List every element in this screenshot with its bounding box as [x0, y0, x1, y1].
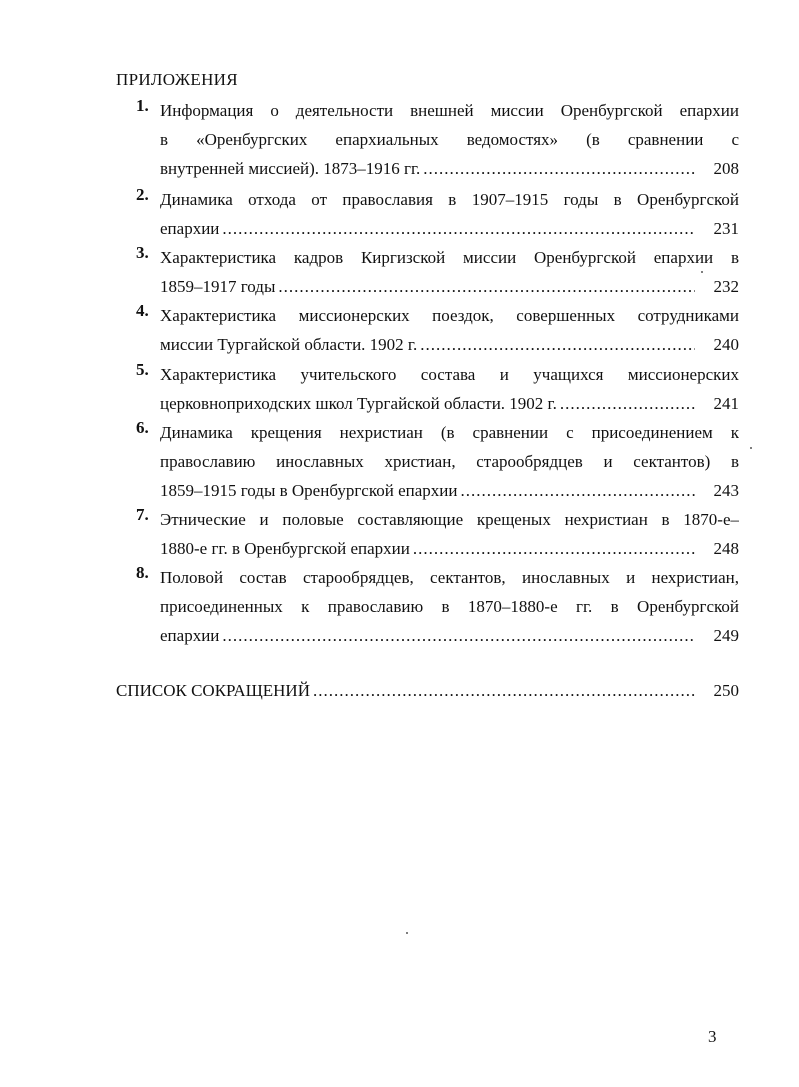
entry-page: 248: [713, 539, 739, 558]
entry-title-line: Этнические и половые составляющие крещеных нехристиан в 1870-е–: [160, 510, 739, 529]
entry-number: 2.: [136, 185, 149, 204]
entry-title-line: Характеристика кадров Киргизской миссии Оренбургской епархии в: [160, 248, 739, 267]
page-number: 3: [708, 1027, 717, 1046]
entry-title: [160, 96, 739, 183]
leader-dots: [413, 534, 695, 563]
abbreviations-label: СПИСОК СОКРАЩЕНИЙ: [116, 681, 310, 700]
entry-title-line: епархии: [160, 626, 220, 645]
entry-number: 6.: [136, 418, 149, 437]
scan-speck: [750, 447, 752, 449]
entry-title: [160, 505, 739, 563]
entry-page: 249: [713, 626, 739, 645]
scan-speck: [701, 271, 703, 273]
entry-number: 8.: [136, 563, 149, 582]
entry-page: 232: [713, 277, 739, 296]
leader-dots: [420, 330, 695, 359]
entry-title-line: Динамика отхода от православия в 1907–1915 годы в Оренбургской: [160, 190, 739, 209]
leader-dots: [278, 272, 695, 301]
entry-page: 241: [713, 394, 739, 413]
entry-title-line: 1880-е гг. в Оренбургской епархии: [160, 539, 410, 558]
entry-page: 240: [713, 335, 739, 354]
scan-speck: [406, 932, 408, 934]
entry-title-line: присоединенных к православию в 1870–1880-е гг. в Оренбургской: [160, 597, 739, 616]
entry-title-line: 1859–1915 годы в Оренбургской епархии: [160, 481, 458, 500]
entry-number: 5.: [136, 360, 149, 379]
entry-title-line: внутренней миссией). 1873–1916 гг.: [160, 159, 421, 178]
entry-title-line: Динамика крещения нехристиан (в сравнении с присоединением к: [160, 423, 739, 442]
leader-dots: [460, 476, 695, 505]
leader-dots: [222, 621, 695, 650]
entry-title-line: миссии Тургайской области. 1902 г.: [160, 335, 418, 354]
leader-dots: [423, 154, 695, 183]
entry-title-line: Половой состав старообрядцев, сектантов, инославных и нехристиан,: [160, 568, 739, 587]
entry-title-line: Характеристика учительского состава и учащихся миссионерских: [160, 365, 739, 384]
entry-number: 4.: [136, 301, 149, 320]
entry-title: [160, 563, 739, 650]
entry-number: 7.: [136, 505, 149, 524]
entry-title-line: в «Оренбургских епархиальных ведомостях» (в сравнении с: [160, 130, 739, 149]
entry-title: [160, 243, 739, 301]
entry-title-line: Информация о деятельности внешней миссии Оренбургской епархии: [160, 101, 739, 120]
entry-title: [160, 301, 739, 359]
entry-title: [160, 185, 739, 243]
entry-title-line: Характеристика миссионерских поездок, совершенных сотрудниками: [160, 306, 739, 325]
leader-dots: [560, 389, 695, 418]
entry-number: 3.: [136, 243, 149, 262]
entry-title-line: 1859–1917 годы: [160, 277, 276, 296]
entry-page: 243: [713, 481, 739, 500]
entry-title: [160, 360, 739, 418]
entry-title-line: епархии: [160, 219, 220, 238]
entry-title: [160, 418, 739, 505]
entry-page: 208: [713, 159, 739, 178]
entry-title-line: православию инославных христиан, старообрядцев и сектантов) в: [160, 452, 739, 471]
section-title: ПРИЛОЖЕНИЯ: [116, 70, 238, 89]
entry-title-line: церковноприходских школ Тургайской области. 1902 г.: [160, 394, 557, 413]
leader-dots: [222, 214, 695, 243]
entry-number: 1.: [136, 96, 149, 115]
leader-dots: [313, 676, 695, 705]
entry-page: 231: [713, 219, 739, 238]
abbreviations-entry[interactable]: [116, 676, 739, 705]
abbreviations-page: 250: [713, 681, 739, 700]
